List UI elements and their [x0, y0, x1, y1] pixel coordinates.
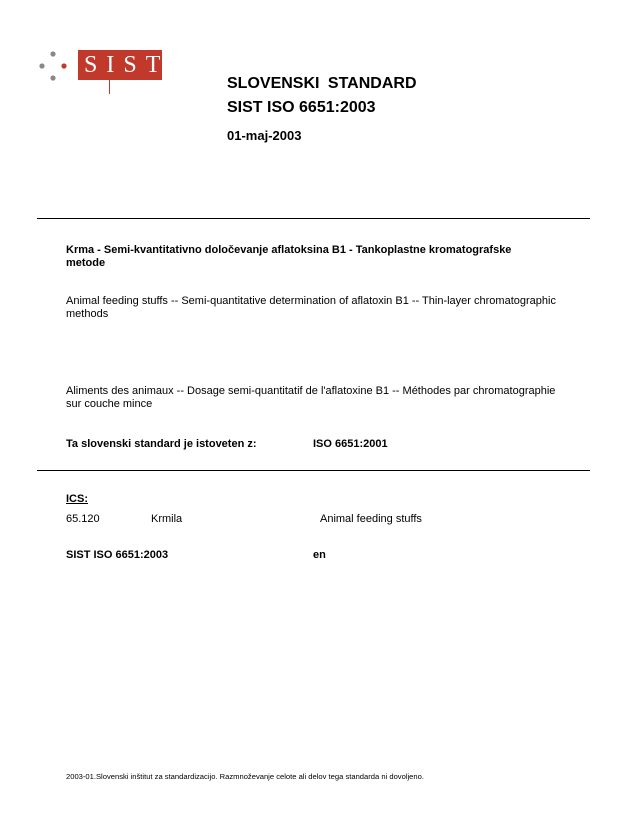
divider-bottom: [37, 470, 590, 471]
divider-top: [37, 218, 590, 219]
title-french: Aliments des animaux -- Dosage semi-quantitatif de l'aflatoxine B1 -- Méthodes par chromatographie sur couche mince: [66, 385, 556, 410]
sist-logo-line: [109, 80, 110, 94]
document-code: SIST ISO 6651:2003: [66, 549, 169, 561]
document-language: en: [313, 549, 326, 561]
ics-name-english: Animal feeding stuffs: [320, 513, 422, 525]
ics-label: ICS:: [66, 493, 88, 505]
standard-code: SIST ISO 6651:2003: [227, 99, 376, 116]
title-english: Animal feeding stuffs -- Semi-quantitative determination of aflatoxin B1 -- Thin-layer chromatographic methods: [66, 295, 556, 320]
publication-date: 01-maj-2003: [227, 128, 302, 143]
copyright-footer: 2003-01.Slovenski inštitut za standardizacijo. Razmnoževanje celote ali delov tega standarda ni dovoljeno.: [66, 772, 424, 781]
ics-name-slovenian: Krmila: [151, 513, 183, 525]
sist-logo-dots-icon: [36, 46, 76, 86]
sist-logo-text: SIST: [84, 52, 170, 78]
title-slovenian: Krma - Semi-kvantitativno določevanje aflatoksina B1 - Tankoplastne kromatografske metode: [66, 244, 512, 269]
ics-code: 65.120: [66, 513, 100, 525]
standard-label: SLOVENSKI STANDARD: [227, 75, 417, 92]
identical-value: ISO 6651:2001: [313, 438, 388, 450]
identical-label: Ta slovenski standard je istoveten z:: [66, 438, 257, 450]
